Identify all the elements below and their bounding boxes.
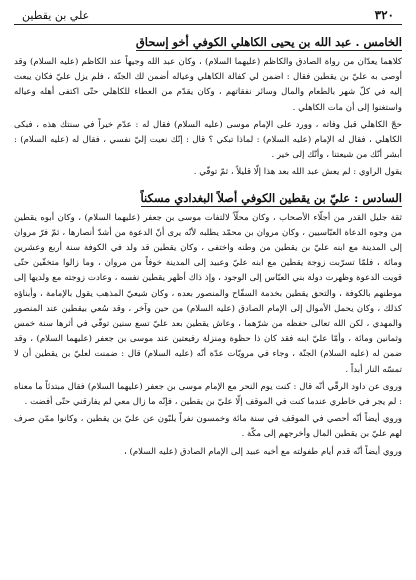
page-number: ٣٢٠ xyxy=(374,8,394,22)
section-heading: الخامس . عبد الله بن يحيى الكاهلي الكوفي أخو إسحاق xyxy=(135,35,402,49)
paragraph: كلاهما يعدّان من رواة الصادق والكاظم (عليهما السلام) ، وكان عبد الله وجيهاً عند الكاظم (عليه السلام) وقد أوصى به عليّ بن يقطين فقال : اضمن لي كفالة الكاهلي وعياله أضمن لك الجنّة ، فلم يزل عليّ فكان يبعث إليه في كلّ شهر بالطعام والمال وسائر نفقاتهم ، وكان يقدّم من العطاء للكاهلي حتّى اكتفى أهله وعياله واستغنوا إلى أن مات الكاهلي . xyxy=(14,57,402,113)
paragraph: يقول الراوي : لم يعش عبد الله بعد هذا إلّا قليلاً ، ثمّ توفّي . xyxy=(193,167,402,178)
paragraph: وروى عن داود الرقّي أنّه قال : كنت يوم النحر مع الإمام موسى بن جعفر (عليهما السلام) فقال مبتدئاً ما معناه : لم يجر في خاطري عندما كنت في الموقف إلّا عليّ بن يقطين ، فإنّه ما زال معي لم يفارقني حتّى أفضت . xyxy=(14,381,402,408)
page-header xyxy=(14,6,402,25)
paragraph: حجّ الكاهلي قبل وفاته ، وورد على الإمام موسى (عليه السلام) فقال له : عدّم خيراً في سنتك هذه ، فبكى الكاهلي ، فقال له الإمام (عليه السلام) : لماذا تبكي ؟ قال : إنّك نعيت إليّ نفسي ، فقال له (عليه السلام) : أبشر أنّك من شيعتنا ، وأنّك إلى خير . xyxy=(14,119,402,161)
paragraph: وروي أيضاً أنّه أحصي في الموقف في سنة مائة وخمسون نفراً يلبّون عن عليّ بن يقطين ، وكانوا ممّن صرف لهم عليّ بن يقطين المال وأخرجهم إلى مكّة . xyxy=(14,414,402,440)
section-6 xyxy=(14,181,402,460)
section-5 xyxy=(14,25,402,181)
section-heading: السادس : عليّ بن يقطين الكوفي أصلاً البغدادي مسكناً xyxy=(140,190,402,205)
paragraph: ثقة جليل القدر من أجلّاء الأصحاب ، وكان محلّاً لالتفات موسى بن جعفر (عليهما السلام) ، وكان أبوه يقطين من وجوه الدعاة العبّاسيين ، وكان مروان بن محمّد يطلبه لأنّه يرى أنّ الدعوة من أشدّ أنصارها ، ثمّ فرّ مروان إلى المدينة مع ابنه عليّ بن يقطين من وطنه واختفى ، وكان يقطين قد ولد في الكوفة سنة أربع وعشرين ومائة ، فلمّا تسرّبت زوجة يقطين مع ابنه عليّ وعبيد إلى المدينة خوفاً من مروان ، وما زالوا متخفّين حتّى قويت الدعوة وظهرت دولة بني العبّاس إلى الوجود ، وإذ ذاك أظهر يقطين نفسه ، وعادت زوجته مع ولديها إلى موطنهم بالكوفة ، والتحق يقطين بخدمة السفّاح والمنصور بعده ، وكان شيعيّ المذهب يقول بالإمامة ، وأبناؤه كذلك ، وكان يحمل الأموال إلى الإمام الصادق (عليه السلام) من حين وآخر ، وقد سُعي بيقطين عند المنصور والمهدي ، لكن الله تعالى حفظه من شرّهما ، وعاش يقطين بعد عليّ تسع سنين توفّي في أثرها سنة خمس وثمانين ومائة ، وأمّا عليّ ابنه فقد كان ذا حظوة ومنزلة رفيعتين عند موسى بن جعفر (عليهما السلام) ، وقد ضمن له (عليه السلام) الجنّة ، وجاء في مرويّات عدّة أنّه (عليه السلام) قال : ضمنت لعليّ بن يقطين أن لا تمسّه النار أبداً . xyxy=(14,212,402,375)
running-title: علي بن يقطين xyxy=(22,8,90,22)
paragraph: وروي أيضاً أنّه قدم أيام طفولته مع أخيه عبيد إلى الإمام الصادق (عليه السلام) ، xyxy=(123,446,402,457)
